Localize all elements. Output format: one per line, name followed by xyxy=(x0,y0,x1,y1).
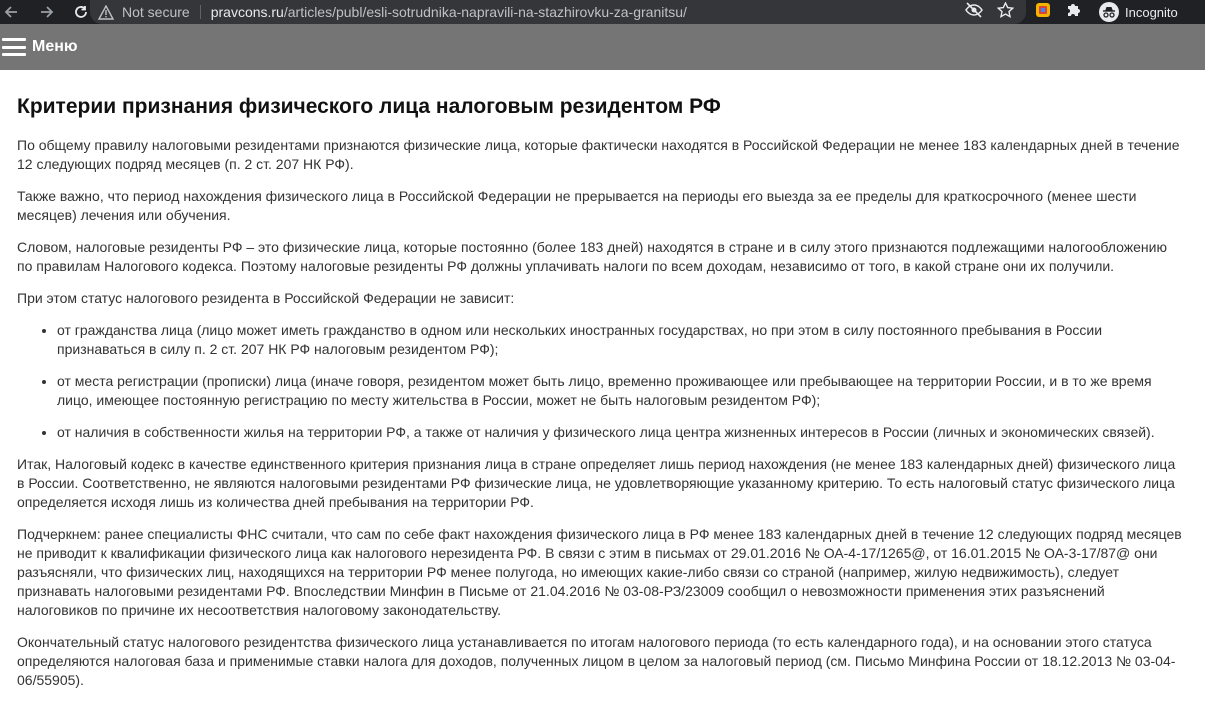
arrow-right-icon xyxy=(40,5,54,19)
url-host: pravcons.ru xyxy=(210,4,284,20)
list-item: • от наличия в собственности жилья на территории РФ, а также от наличия у физического лица центра жизненных интересов в России (личных и экономических связей). xyxy=(57,423,1185,442)
incognito-icon xyxy=(1099,2,1119,22)
list-item: • от места регистрации (прописки) лица (иначе говоря, резидентом может быть лицо, временно проживающее или пребывающее на территории России, и в то же время лицо, имеющее постоянную регистрацию по месту жительства в России, может не быть налоговым резидентом РФ); xyxy=(57,372,1185,410)
puzzle-icon[interactable] xyxy=(1065,2,1081,23)
forward-button[interactable] xyxy=(36,0,58,24)
arrow-left-icon xyxy=(4,5,18,19)
article-content xyxy=(0,94,1185,690)
eye-off-icon[interactable] xyxy=(965,2,983,23)
article-paragraph-5: Итак, Налоговый кодекс в качестве единственного критерия признания лица в стране определяет лишь период нахождения (не менее 183 календарных дней) физического лица в России. Соответственно, не являются налоговыми резидентами РФ физические лица, не удовлетворяющие указанному критерию. То есть налоговый статус физического лица определяется исходя лишь из количества дней пребывания на территории РФ. xyxy=(17,456,1176,510)
not-secure-label[interactable]: Not secure xyxy=(122,4,190,20)
browser-toolbar xyxy=(0,0,1205,24)
back-button[interactable] xyxy=(0,0,22,24)
omnibox-actions xyxy=(965,0,1014,24)
address-divider xyxy=(200,5,201,19)
warning-icon[interactable] xyxy=(98,4,114,20)
reload-icon xyxy=(74,5,88,19)
list-item: • от гражданства лица (лицо может иметь гражданство в одном или нескольких иностранных государствах, но при этом в силу постоянного пребывания в России признаваться в силу п. 2 ст. 207 НК РФ налоговым резидентом РФ); xyxy=(57,321,1185,359)
menu-button[interactable]: Меню xyxy=(32,38,78,55)
article-paragraph-4: При этом статус налогового резидента в Российской Федерации не зависит: xyxy=(17,290,515,306)
status-independence-list xyxy=(17,321,1185,442)
hamburger-menu-icon[interactable] xyxy=(2,38,26,56)
url-path: /articles/publ/esli-sotrudnika-napravili-na-stazhirovku-za-granitsu/ xyxy=(283,4,687,20)
article-paragraph-2: Также важно, что период нахождения физического лица в Российской Федерации не прерывается на периоды его выезда за ее пределы для краткосрочного (менее шести месяцев) лечения или обучения. xyxy=(17,188,1137,223)
article-paragraph-7: Окончательный статус налогового резидентства физического лица устанавливается по итогам налогового периода (то есть календарного года), и на основании этого статуса определяются налоговая база и применимые ставки налога для доходов, полученных лицом в целом за налоговый период (см. Письмо Минфина России от 18.12.2013 № 03-04-06/55905). xyxy=(17,634,1176,688)
extension-icon[interactable] xyxy=(1035,2,1051,23)
reload-button[interactable] xyxy=(70,0,92,24)
url-text[interactable] xyxy=(211,4,687,20)
site-menu-bar xyxy=(0,24,1205,70)
article-paragraph-3: Словом, налоговые резиденты РФ – это физические лица, которые постоянно (более 183 дней) находятся в стране и в силу этого признаются подлежащими налогообложению по правилам Налогового кодекса. Поэтому налоговые резиденты РФ должны уплачивать налоги по всем доходам, независимо от того, в какой стране они их получили. xyxy=(17,239,1167,274)
incognito-indicator[interactable] xyxy=(1099,2,1178,22)
article-paragraph-6: Подчеркнем: ранее специалисты ФНС считали, что сам по себе факт нахождения физического лица в РФ менее 183 календарных дней в течение 12 следующих подряд месяцев не приводит к квалификации физического лица как налогового нерезидента РФ. В связи с этим в письмах от 29.01.2016 № ОА-4-17/1265@, от 16.01.2015 № ОА-3-17/87@ они разъясняли, что физических лиц, находящихся на территории РФ менее полугода, но имеющих какие-либо связи со страной (например, жилую недвижимость), следует признавать налоговыми резидентами РФ. Впоследствии Минфин в Письме от 21.04.2016 № 03-08-РЗ/23009 сообщил о невозможности применения этих разъяснений налоговиков по причине их несоответствия налоговому законодательству. xyxy=(17,526,1182,618)
incognito-label: Incognito xyxy=(1125,4,1178,20)
address-bar[interactable] xyxy=(90,0,1026,24)
bookmark-star-icon[interactable] xyxy=(997,2,1014,23)
article-paragraph-1: По общему правилу налоговыми резидентами признаются физические лица, которые фактически находятся в Российской Федерации не менее 183 календарных дней в течение 12 следующих подряд месяцев (п. 2 ст. 207 НК РФ). xyxy=(17,137,1180,172)
extensions-area xyxy=(1035,0,1178,24)
article-title: Критерии признания физического лица налоговым резидентом РФ xyxy=(17,95,721,118)
